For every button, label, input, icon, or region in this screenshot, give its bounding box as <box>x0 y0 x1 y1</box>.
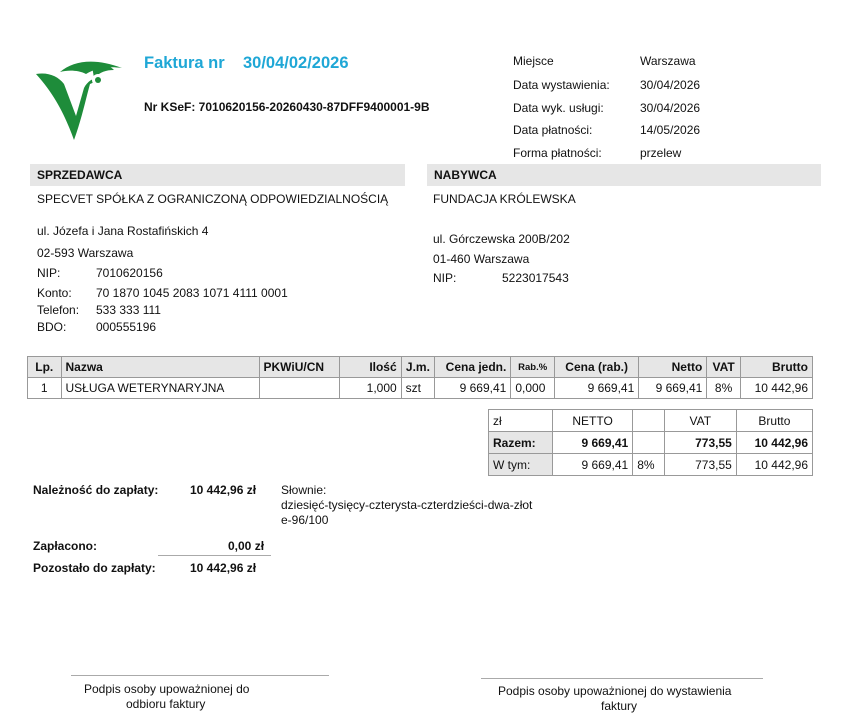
summary-header-row <box>489 410 813 432</box>
invoice-number: 30/04/02/2026 <box>243 54 349 72</box>
remaining-value: 10 442,96 zł <box>190 561 257 575</box>
signature-right-line1: Podpis osoby upoważnionej do wystawienia <box>498 684 732 698</box>
cell-name: USŁUGA WETERYNARYJNA <box>61 378 259 399</box>
col-header-pkwiu: PKWiU/CN <box>259 357 339 378</box>
seller-name: SPECVET SPÓŁKA Z OGRANICZONĄ ODPOWIEDZIALNOŚCIĄ <box>37 192 389 206</box>
col-header-lp: Lp. <box>28 357 62 378</box>
summary-razem-label: Razem: <box>489 432 553 454</box>
summary-header-vat: VAT <box>664 410 736 432</box>
cell-vat: 8% <box>707 378 741 399</box>
paid-label: Zapłacono: <box>33 539 98 553</box>
amount-due-label: Należność do zapłaty: <box>33 483 159 497</box>
meta-label-payment-date: Data płatności: <box>513 123 593 137</box>
signature-left-line1: Podpis osoby upoważnionej do <box>84 682 250 696</box>
invoice-title-label: Faktura nr <box>144 54 225 72</box>
summary-header-currency: zł <box>489 410 553 432</box>
summary-wtym-brutto: 10 442,96 <box>736 454 812 476</box>
meta-value-service-date: 30/04/2026 <box>640 101 701 115</box>
items-table <box>27 356 813 399</box>
amount-in-words-line1: dziesięć-tysięcy-czterysta-czterdzieści-dwa-złot <box>281 498 533 512</box>
seller-street: ul. Józefa i Jana Rostafińskich 4 <box>37 224 209 238</box>
summary-wtym-rate: 8% <box>633 454 664 476</box>
ksef-number: Nr KSeF: 7010620156-20260430-87DFF9400001-9B <box>144 100 430 114</box>
seller-konto: 70 1870 1045 2083 1071 4111 0001 <box>96 286 288 300</box>
summary-razem-brutto: 10 442,96 <box>736 432 812 454</box>
col-header-name: Nazwa <box>61 357 259 378</box>
seller-nip: 7010620156 <box>96 266 163 280</box>
col-header-vat: VAT <box>707 357 741 378</box>
buyer-heading: NABYWCA <box>427 164 821 186</box>
summary-header-netto: NETTO <box>552 410 632 432</box>
summary-header-brutto: Brutto <box>736 410 812 432</box>
col-header-netto: Netto <box>639 357 707 378</box>
meta-label-service-date: Data wyk. usługi: <box>513 101 604 115</box>
seller-bdo: 000555196 <box>96 320 157 334</box>
meta-value-issue-date: 30/04/2026 <box>640 78 701 92</box>
meta-label-place: Miejsce <box>513 54 554 68</box>
amount-due-value: 10 442,96 zł <box>190 483 257 497</box>
amount-in-words-line2: e-96/100 <box>281 513 329 527</box>
buyer-name: FUNDACJA KRÓLEWSKA <box>433 192 576 206</box>
items-header-row <box>28 357 813 378</box>
summary-wtym-vat: 773,55 <box>664 454 736 476</box>
buyer-city: 01-460 Warszawa <box>433 252 530 266</box>
buyer-street: ul. Górczewska 200B/202 <box>433 232 570 246</box>
seller-telefon-label: Telefon: <box>37 303 80 317</box>
summary-wtym-row <box>489 454 813 476</box>
buyer-nip: 5223017543 <box>502 271 569 285</box>
seller-heading: SPRZEDAWCA <box>30 164 405 186</box>
cell-lp: 1 <box>28 378 62 399</box>
cell-brutto: 10 442,96 <box>740 378 812 399</box>
cell-discount: 0,000 <box>511 378 555 399</box>
meta-label-payment-method: Forma płatności: <box>513 146 602 160</box>
signature-line-right <box>481 678 763 679</box>
summary-razem-netto: 9 669,41 <box>552 432 632 454</box>
meta-label-issue-date: Data wystawienia: <box>513 78 610 92</box>
seller-nip-label: NIP: <box>37 266 61 280</box>
amount-in-words-label: Słownie: <box>281 483 327 497</box>
summary-wtym-netto: 9 669,41 <box>552 454 632 476</box>
col-header-brutto: Brutto <box>740 357 812 378</box>
table-row <box>28 378 813 399</box>
cell-quantity: 1,000 <box>339 378 401 399</box>
paid-divider <box>158 555 271 556</box>
meta-value-payment-method: przelew <box>640 146 682 160</box>
cell-pkwiu <box>259 378 339 399</box>
col-header-quantity: Ilość <box>339 357 401 378</box>
meta-value-place: Warszawa <box>640 54 696 68</box>
paid-value: 0,00 zł <box>228 539 265 553</box>
cell-unit-price: 9 669,41 <box>435 378 511 399</box>
meta-value-payment-date: 14/05/2026 <box>640 123 701 137</box>
summary-header-rate <box>633 410 664 432</box>
seller-telefon: 533 333 111 <box>96 303 161 317</box>
summary-razem-rate <box>633 432 664 454</box>
cell-netto: 9 669,41 <box>639 378 707 399</box>
vat-summary-table <box>488 409 813 476</box>
col-header-unit-price: Cena jedn. <box>435 357 511 378</box>
seller-city: 02-593 Warszawa <box>37 246 134 260</box>
seller-konto-label: Konto: <box>37 286 72 300</box>
col-header-discounted-price: Cena (rab.) <box>555 357 639 378</box>
summary-razem-vat: 773,55 <box>664 432 736 454</box>
buyer-nip-label: NIP: <box>433 271 457 285</box>
summary-wtym-label: W tym: <box>489 454 553 476</box>
seller-bdo-label: BDO: <box>37 320 67 334</box>
col-header-unit: J.m. <box>401 357 435 378</box>
signature-left-line2: odbioru faktury <box>126 697 206 711</box>
signature-line-left <box>71 675 329 676</box>
company-logo <box>34 58 126 142</box>
remaining-label: Pozostało do zapłaty: <box>33 561 156 575</box>
cell-discounted-price: 9 669,41 <box>555 378 639 399</box>
summary-razem-row <box>489 432 813 454</box>
col-header-discount: Rab.% <box>511 357 555 378</box>
cell-unit: szt <box>401 378 435 399</box>
signature-right-line2: faktury <box>601 699 638 713</box>
